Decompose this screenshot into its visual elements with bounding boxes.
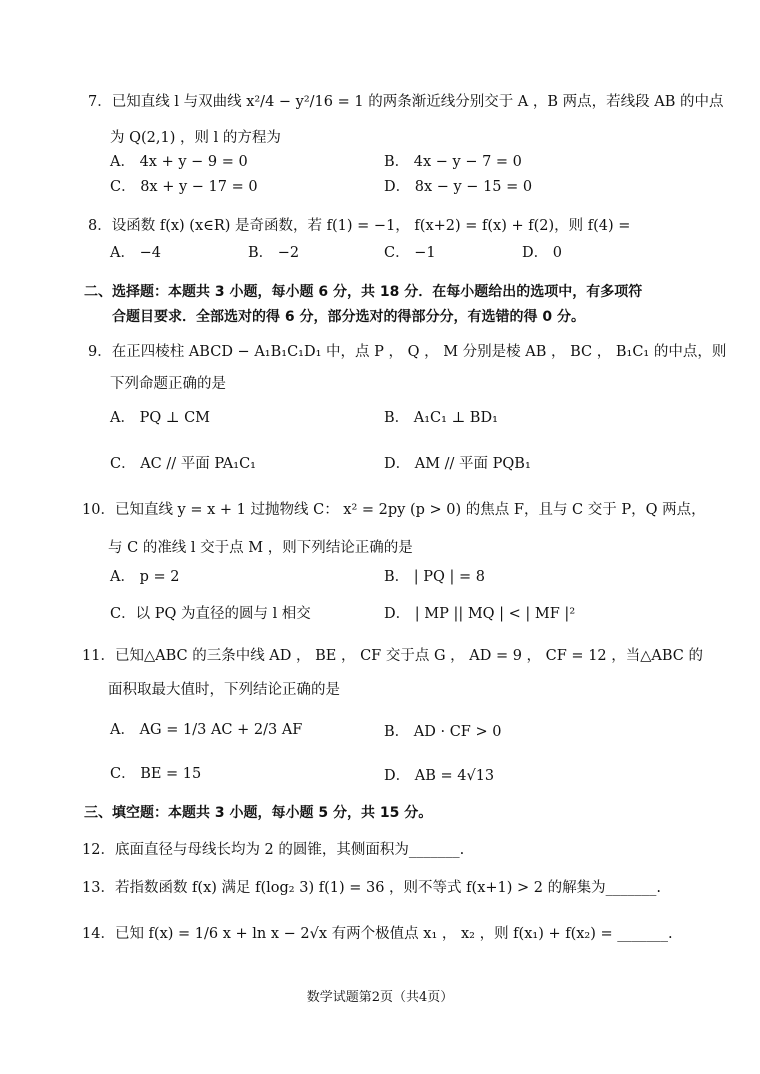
q13-stem: 13．若指数函数 f(x) 满足 f(log₂ 3) f(1) = 36 ，则不等式 f(x+1) > 2 的解集为_______. bbox=[82, 880, 661, 896]
q11-option-b: B． AD · CF > 0 bbox=[384, 724, 502, 740]
q9-option-b: B． A₁C₁ ⊥ BD₁ bbox=[384, 410, 498, 426]
q7-option-b: B． 4x − y − 7 = 0 bbox=[384, 154, 522, 170]
section3-heading: 三、填空题：本题共 3 小题，每小题 5 分，共 15 分。 bbox=[84, 805, 433, 821]
q7-stem-line2: 为 Q(2,1) ，则 l 的方程为 bbox=[110, 130, 281, 146]
q7-option-d: D． 8x − y − 15 = 0 bbox=[384, 179, 533, 195]
q9-option-a: A． PQ ⊥ CM bbox=[110, 410, 211, 426]
q8-option-b: B． −2 bbox=[248, 245, 300, 261]
q10-option-c: C．以 PQ 为直径的圆与 l 相交 bbox=[110, 606, 311, 622]
q8-stem-line1: 8．设函数 f(x) (x∈R) 是奇函数，若 f(1) = −1， f(x+2) = f(x) + f(2)，则 f(4) = bbox=[88, 218, 631, 234]
q7-option-a: A． 4x + y − 9 = 0 bbox=[110, 154, 248, 170]
q14-stem: 14．已知 f(x) = 1/6 x + ln x − 2√x 有两个极值点 x₁ ， x₂ ，则 f(x₁) + f(x₂) = _______. bbox=[82, 926, 673, 942]
section2-heading-line2: 合题目要求．全部选对的得 6 分，部分选对的得部分分，有选错的得 0 分。 bbox=[112, 309, 585, 325]
q8-option-a: A． −4 bbox=[110, 245, 161, 261]
q8-option-d: D． 0 bbox=[522, 245, 562, 261]
q11-stem-line1: 11．已知△ABC 的三条中线 AD ， BE ， CF 交于点 G ， AD = 9 ， CF = 12 ，当△ABC 的 bbox=[82, 648, 703, 664]
q9-stem-line2: 下列命题正确的是 bbox=[110, 376, 226, 392]
q12-stem: 12．底面直径与母线长均为 2 的圆锥，其侧面积为_______. bbox=[82, 842, 465, 858]
page-footer: 数学试题第2页（共4页） bbox=[306, 990, 454, 1005]
q11-stem-line2: 面积取最大值时，下列结论正确的是 bbox=[108, 682, 340, 698]
q10-option-a: A． p = 2 bbox=[110, 569, 180, 585]
q11-option-d: D． AB = 4√13 bbox=[384, 768, 495, 784]
section2-heading-line1: 二、选择题：本题共 3 小题，每小题 6 分，共 18 分．在每小题给出的选项中，有多项符 bbox=[84, 284, 643, 300]
q7-option-c: C． 8x + y − 17 = 0 bbox=[110, 179, 258, 195]
q11-option-a: A． AG = 1/3 AC + 2/3 AF bbox=[110, 722, 303, 738]
q10-option-b: B． | PQ | = 8 bbox=[384, 569, 485, 585]
q10-stem-line1: 10．已知直线 y = x + 1 过抛物线 C： x² = 2py (p > 0) 的焦点 F，且与 C 交于 P，Q 两点， bbox=[82, 502, 706, 518]
q10-stem-line2: 与 C 的准线 l 交于点 M ，则下列结论正确的是 bbox=[108, 540, 413, 556]
q7-stem-line1: 7．已知直线 l 与双曲线 x²/4 − y²/16 = 1 的两条渐近线分别交于 A ，B 两点，若线段 AB 的中点 bbox=[88, 94, 724, 110]
q8-option-c: C． −1 bbox=[384, 245, 436, 261]
q10-option-d: D． | MP || MQ | < | MF |² bbox=[384, 606, 576, 622]
q9-option-c: C． AC // 平面 PA₁C₁ bbox=[110, 456, 256, 472]
q9-stem-line1: 9．在正四棱柱 ABCD − A₁B₁C₁D₁ 中，点 P ， Q ， M 分别是棱 AB ， BC ， B₁C₁ 的中点，则 bbox=[88, 344, 727, 360]
q9-option-d: D． AM // 平面 PQB₁ bbox=[384, 456, 531, 472]
q11-option-c: C． BE = 15 bbox=[110, 766, 202, 782]
